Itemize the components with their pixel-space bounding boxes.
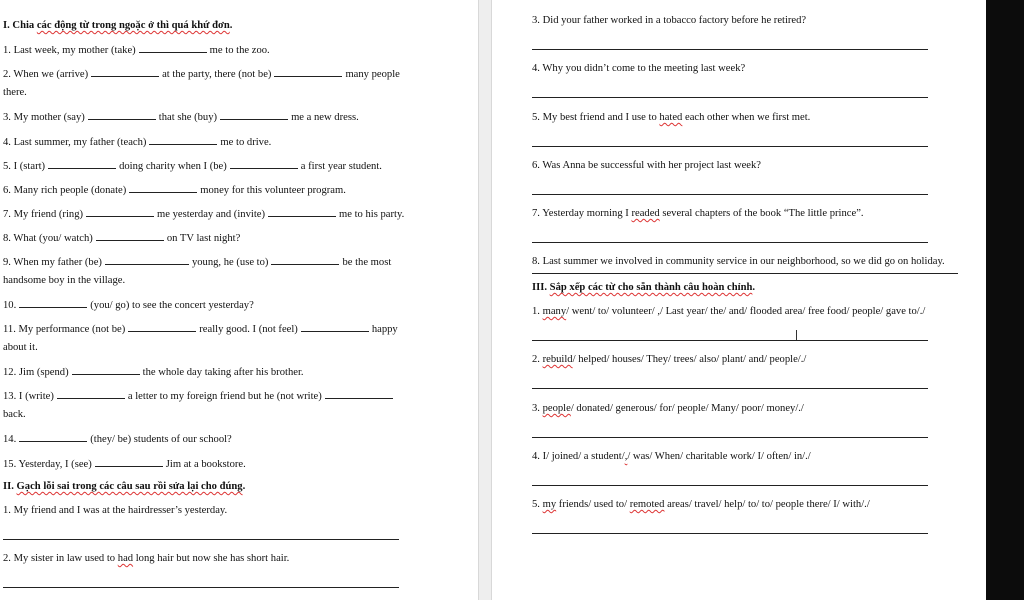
exercise-3-q4: 4. I/ joined/ a student/,/ was/ When/ charitable work/ I/ often/ in/./ [532,451,811,462]
exercise-1-q2: 2. When we (arrive) at the party, there (not be) many people [3,69,400,80]
exercise-3-q2: 2. rebuild/ helped/ houses/ They/ trees/ also/ plant/ and/ people/./ [532,354,807,365]
answer-blank[interactable] [139,43,207,53]
answer-line[interactable] [532,146,928,147]
answer-blank[interactable] [268,207,336,217]
answer-line[interactable] [532,437,928,438]
spellcheck-marked-text: hated [659,112,683,123]
answer-blank[interactable] [19,432,87,442]
answer-blank[interactable] [301,322,369,332]
exercise-1-q12: 12. Jim (spend) the whole day taking after his brother. [3,367,304,378]
answer-line[interactable] [3,539,399,540]
exercise-1-q10: 10. (you/ go) to see the concert yesterday? [3,300,254,311]
exercise-1-q6: 6. Many rich people (donate) money for this volunteer program. [3,185,346,196]
exercise-1-q7: 7. My friend (ring) me yesterday and (invite) me to his party. [3,209,405,220]
exercise-1-q4: 4. Last summer, my father (teach) me to drive. [3,137,272,148]
spellcheck-marked-text: people [542,403,571,414]
exercise-1-q9-cont: handsome boy in the village. [3,275,126,286]
exercise-3-q1: 1. many/ went/ to/ volunteer/ ,/ Last year/ the/ and/ flooded area/ free food/ people/ gave to/./ [532,306,926,317]
answer-blank[interactable] [95,457,163,467]
spellcheck-marked-text: rebuild [542,354,573,365]
exercise-2-q6: 6. Was Anna be successful with her project last week? [532,160,762,171]
exercise-1-q14: 14. (they/ be) students of our school? [3,434,232,445]
exercise-2-q3: 3. Did your father worked in a tobacco factory before he retired? [532,15,807,26]
answer-line[interactable] [532,388,928,389]
answer-blank[interactable] [149,135,217,145]
answer-blank[interactable] [48,159,116,169]
answer-line[interactable] [532,273,958,274]
document-page-right[interactable] [492,0,986,600]
answer-blank[interactable] [19,298,87,308]
answer-line[interactable] [532,49,928,50]
answer-blank[interactable] [57,389,125,399]
exercise-1-q5: 5. I (start) doing charity when I (be) a first year student. [3,161,382,172]
exercise-1-q1: 1. Last week, my mother (take) me to the zoo. [3,45,270,56]
exercise-2-q1: 1. My friend and I was at the hairdresser’s yesterday. [3,505,228,516]
spellcheck-marked-text: my [542,499,557,510]
answer-blank[interactable] [105,255,189,265]
answer-blank[interactable] [274,67,342,77]
exercise-1-q9: 9. When my father (be) young, he (use to) be the most [3,257,392,268]
answer-line[interactable] [3,587,399,588]
answer-line[interactable] [532,340,928,341]
exercise-3-q5: 5. my friends/ used to/ remoted areas/ travel/ help/ to/ to/ people there/ I/ with/./ [532,499,870,510]
exercise-3-q3: 3. people/ donated/ generous/ for/ people/ Many/ poor/ money/./ [532,403,804,414]
page-gutter [478,0,492,600]
spellcheck-marked-text: many [542,306,567,317]
exercise-2-q5: 5. My best friend and I use to hated each other when we first met. [532,112,811,123]
answer-blank[interactable] [128,322,196,332]
answer-blank[interactable] [325,389,393,399]
spellcheck-marked-text: Gạch lỗi sai trong các câu sau rồi sửa lại cho đúng [16,481,243,492]
spellcheck-marked-text: các động từ trong ngoặc ở thì quá khứ đơn [36,20,230,31]
exercise-1-q15: 15. Yesterday, I (see) Jim at a bookstore. [3,459,246,470]
answer-line[interactable] [532,533,928,534]
answer-blank[interactable] [72,365,140,375]
answer-blank[interactable] [96,231,164,241]
answer-line[interactable] [532,242,928,243]
answer-line[interactable] [532,485,928,486]
spellcheck-marked-text: readed [631,208,660,219]
section-3-title: III. Sắp xếp các từ cho sẵn thành câu hoàn chỉnh. [532,282,756,293]
answer-blank[interactable] [271,255,339,265]
spellcheck-marked-text: had [117,553,134,564]
exercise-2-q4: 4. Why you didn’t come to the meeting last week? [532,63,746,74]
exercise-1-q3: 3. My mother (say) that she (buy) me a new dress. [3,112,359,123]
answer-blank[interactable] [86,207,154,217]
answer-blank[interactable] [220,110,288,120]
window-edge [986,0,1024,600]
answer-blank[interactable] [88,110,156,120]
answer-blank[interactable] [91,67,159,77]
exercise-2-q7: 7. Yesterday morning I readed several chapters of the book “The little prince”. [532,208,864,219]
spellcheck-marked-text: Sắp xếp các từ cho sẵn thành câu hoàn chỉnh [549,282,753,293]
answer-blank[interactable] [129,183,197,193]
exercise-2-q8: 8. Last summer we involved in community service in our neighborhood, so we did go on holiday. [532,256,945,267]
exercise-1-q13-cont: back. [3,409,26,420]
exercise-2-q2: 2. My sister in law used to had long hair but now she has short hair. [3,553,290,564]
document-page-left[interactable] [0,0,478,600]
exercise-1-q13: 13. I (write) a letter to my foreign friend but he (not write) [3,389,396,403]
section-1-title: I. Chia các động từ trong ngoặc ở thì quá khứ đơn. [3,20,233,31]
text-cursor [796,330,797,340]
exercise-1-q8: 8. What (you/ watch) on TV last night? [3,233,241,244]
spellcheck-marked-text: , [624,451,628,462]
exercise-1-q2-cont: there. [3,87,27,98]
answer-line[interactable] [532,194,928,195]
section-2-title: II. Gạch lỗi sai trong các câu sau rồi sửa lại cho đúng. [3,481,246,492]
exercise-1-q11: 11. My performance (not be) really good. I (not feel) happy [3,324,398,335]
answer-blank[interactable] [230,159,298,169]
exercise-1-q11-cont: about it. [3,342,38,353]
spellcheck-marked-text: remoted [629,499,665,510]
answer-line[interactable] [532,97,928,98]
